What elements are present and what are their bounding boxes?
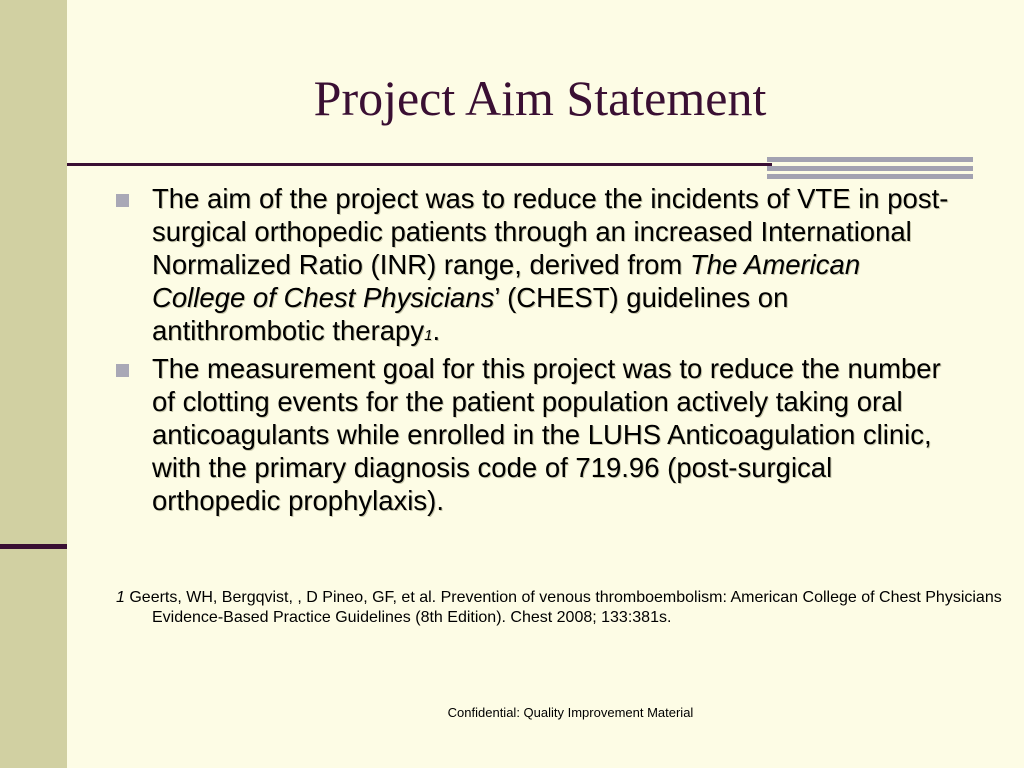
left-side-strip xyxy=(0,0,67,768)
square-bullet-icon xyxy=(116,364,129,377)
bullet-item-goal xyxy=(116,352,956,517)
square-bullet-icon xyxy=(116,194,129,207)
bullet-list xyxy=(116,182,956,517)
bullet-item-aim xyxy=(116,182,956,352)
gray-bar xyxy=(767,157,973,162)
gray-bar xyxy=(767,174,973,179)
gray-bar xyxy=(767,166,973,171)
footer-confidential: Confidential: Quality Improvement Material xyxy=(447,705,694,720)
aim-text-start: The aim of the project was to reduce the incidents of VTE in post-surgical orthopedic patients through an increased International Normalized Ratio (INR) range, derived from xyxy=(152,183,949,280)
footnote-number: 1 xyxy=(116,589,125,606)
title-divider-line xyxy=(67,163,772,166)
aim-text-middle: ’ (CHEST) guidelines on antithrombotic therapy xyxy=(152,282,789,346)
aim-footnote-ref: 1 xyxy=(424,327,433,344)
slide-title: Project Aim Statement xyxy=(313,70,767,126)
goal-text: The measurement goal for this project was to reduce the number of clotting events for the patient population actively taking oral anticoagulants while enrolled in the LUHS Anticoagulation clinic, with the primary diagnosis code of 719.96 (post-surgical orthopedic prophylaxis). xyxy=(152,353,941,516)
aim-italic-source: The American College of Chest Physicians xyxy=(152,249,861,313)
footnote-text: Geerts, WH, Bergqvist, , D Pineo, GF, et al. Prevention of venous thromboembolism: American College of Chest Physicians Evidence-Based Practice Guidelines (8th Edition). Chest 2008; 133:381s. xyxy=(124,589,1002,626)
footnote xyxy=(116,588,1012,628)
bullet-text xyxy=(152,182,956,352)
aim-text-end: . xyxy=(432,315,441,346)
left-accent-line xyxy=(0,544,67,549)
decorative-gray-bars xyxy=(767,157,973,179)
